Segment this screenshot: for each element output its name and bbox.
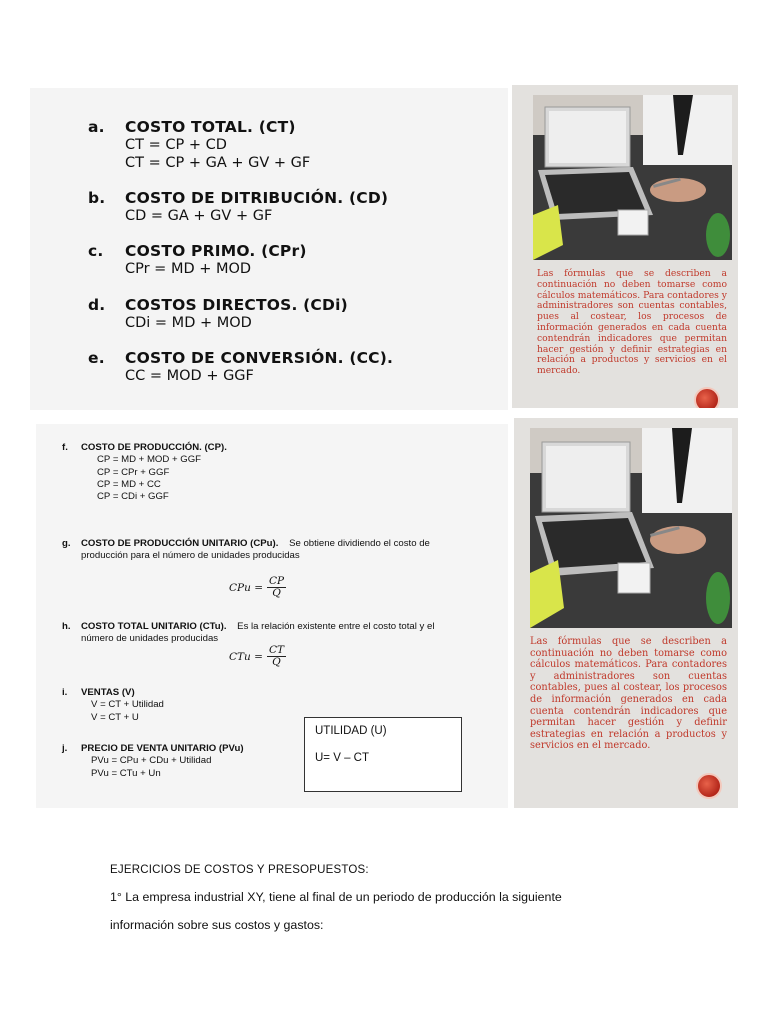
panel-note: Las fórmulas que se describen a continuación no deben tomarse como cálculos matemáticos. Para contadores y administradores son cuentas contables, pues al costear, los procesos de información generados en cada cuenta contendrán indicadores que permitan hacer gestión y definir estrategias en relación a productos y servicios en el mercado. <box>530 636 727 752</box>
utilidad-title: UTILIDAD (U) <box>315 725 387 737</box>
formula-line: PVu = CPu + CDu + Utilidad <box>91 755 212 767</box>
formula-line: CD = GA + GV + GF <box>125 208 273 224</box>
fraction-ctu <box>229 645 286 668</box>
item-title: COSTO DE CONVERSIÓN. (CC). <box>125 349 394 367</box>
laptop-photo <box>530 428 732 628</box>
fraction-denominator: Q <box>272 656 281 668</box>
formula-precio-venta-unitario <box>62 743 244 780</box>
formula-costo-total <box>88 118 310 172</box>
formula-costos-directos <box>88 296 348 332</box>
fraction-numerator: CP <box>269 575 285 587</box>
formula-ventas <box>62 687 164 724</box>
exercise-line-2: información sobre sus costos y gastos: <box>110 918 324 932</box>
fraction-cpu <box>229 576 286 599</box>
item-title: VENTAS (V) <box>81 687 135 698</box>
formula-line: CPr = MD + MOD <box>125 261 252 277</box>
formula-line: CC = MOD + GGF <box>125 368 254 384</box>
formula-costo-produccion-unitario <box>62 538 430 563</box>
item-title: COSTO PRIMO. (CPr) <box>125 242 307 260</box>
item-description-cont: número de unidades producidas <box>81 633 219 645</box>
decorative-red-dot <box>694 387 720 408</box>
item-letter: g. <box>62 538 71 549</box>
item-title: COSTOS DIRECTOS. (CDi) <box>125 296 348 314</box>
item-letter: f. <box>62 442 68 453</box>
item-letter: b. <box>88 189 106 207</box>
formula-line: V = CT + Utilidad <box>91 699 164 711</box>
formula-costo-produccion <box>62 442 227 503</box>
exercise-line-1: 1° La empresa industrial XY, tiene al final de un periodo de producción la siguiente <box>110 890 562 904</box>
formula-line: CP = MD + MOD + GGF <box>97 454 202 466</box>
item-letter: c. <box>88 242 104 260</box>
side-panel-2 <box>514 418 738 808</box>
fraction-lhs: CTu = <box>229 650 263 663</box>
formula-costo-conversion <box>88 349 393 385</box>
formula-costo-total-unitario <box>62 621 434 646</box>
formula-block-main <box>30 88 508 410</box>
formula-line: CDi = MD + MOD <box>125 315 252 331</box>
utilidad-formula: U= V – CT <box>315 752 370 764</box>
item-description: Es la relación existente entre el costo total y el <box>237 621 435 632</box>
formula-line: V = CT + U <box>91 711 139 723</box>
side-panel-1 <box>512 85 738 408</box>
item-letter: i. <box>62 687 68 698</box>
item-letter: e. <box>88 349 105 367</box>
decorative-red-dot <box>696 773 722 799</box>
panel-note: Las fórmulas que se describen a continuación no deben tomarse como cálculos matemáticos. Para contadores y administradores son cuentas contables, pues al costear, los procesos de información generados en cada cuenta contendrán indicadores que permitan hacer gestión y definir estrategias en relación a productos y servicios en el mercado. <box>537 268 727 377</box>
utilidad-box <box>304 717 462 792</box>
formula-costo-distribucion <box>88 189 388 225</box>
item-letter: j. <box>62 743 68 754</box>
laptop-photo-graphic <box>530 428 732 628</box>
laptop-photo-graphic <box>533 95 732 260</box>
item-title: PRECIO DE VENTA UNITARIO (PVu) <box>81 743 244 754</box>
item-description-cont: producción para el número de unidades producidas <box>81 550 300 562</box>
fraction-lhs: CPu = <box>229 581 263 594</box>
item-title: COSTO TOTAL UNITARIO (CTu). <box>81 621 227 632</box>
item-letter: h. <box>62 621 71 632</box>
laptop-photo <box>533 95 732 260</box>
formula-line: CP = CDi + GGF <box>97 491 169 503</box>
item-letter: d. <box>88 296 106 314</box>
item-title: COSTO DE PRODUCCIÓN UNITARIO (CPu). <box>81 538 279 549</box>
formula-line: PVu = CTu + Un <box>91 767 161 779</box>
formula-line: CP = CPr + GGF <box>97 466 170 478</box>
item-description: Se obtiene dividiendo el costo de <box>289 538 430 549</box>
formula-costo-primo <box>88 242 307 278</box>
fraction-numerator: CT <box>268 644 284 656</box>
item-title: COSTO DE PRODUCCIÓN. (CP). <box>81 442 227 453</box>
item-title: COSTO DE DITRIBUCIÓN. (CD) <box>125 189 389 207</box>
formula-line: CT = CP + CD <box>125 137 227 153</box>
fraction-denominator: Q <box>272 587 281 599</box>
formula-line: CP = MD + CC <box>97 478 161 490</box>
exercise-heading: EJERCICIOS DE COSTOS Y PRESOPUESTOS: <box>110 864 369 876</box>
formula-line: CT = CP + GA + GV + GF <box>125 155 311 171</box>
item-title: COSTO TOTAL. (CT) <box>125 118 296 136</box>
item-letter: a. <box>88 118 105 136</box>
